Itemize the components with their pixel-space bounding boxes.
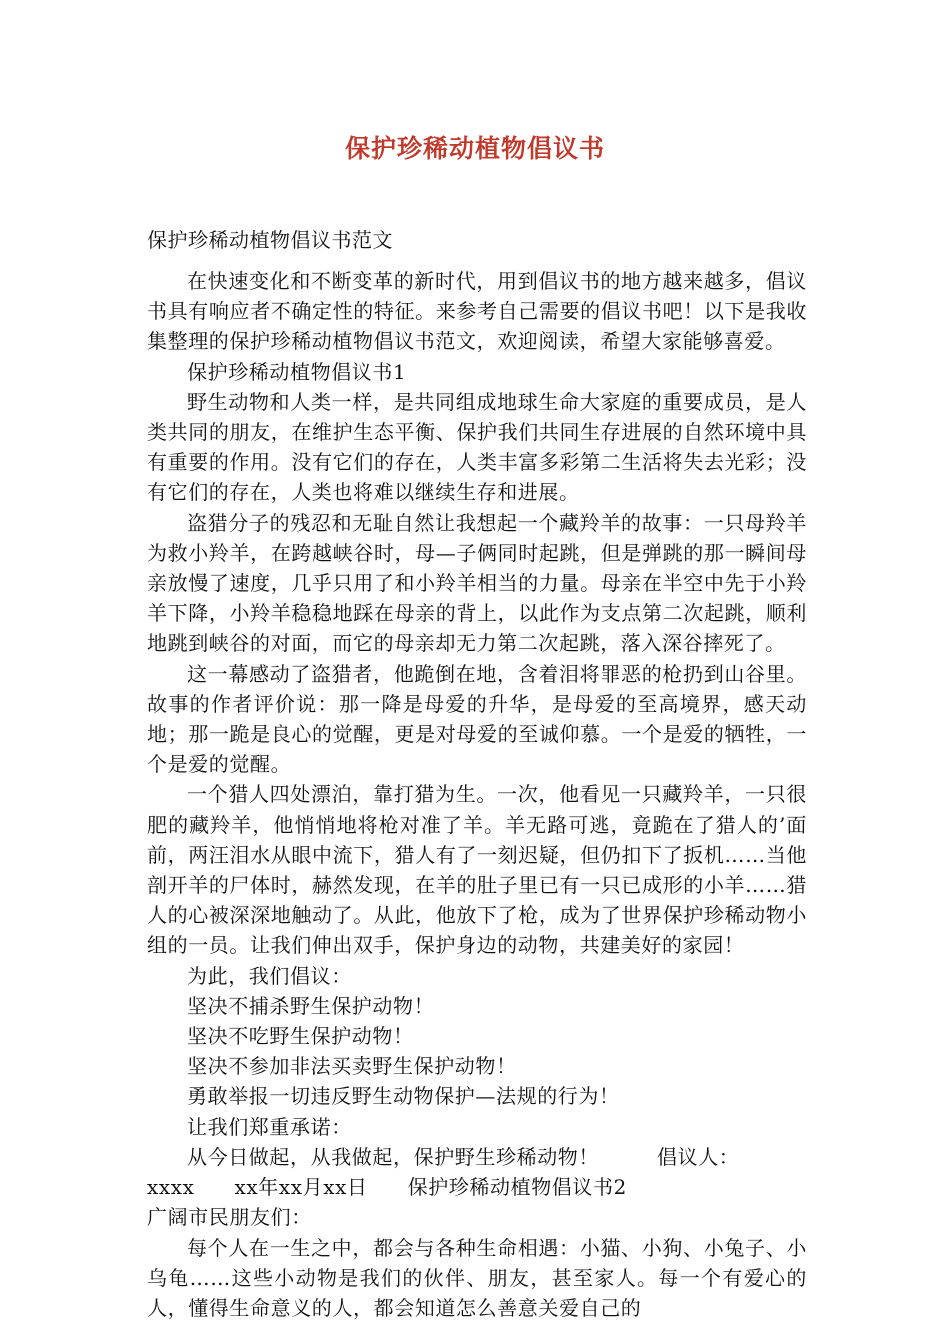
paragraph-2: 盗猎分子的残忍和无耻自然让我想起一个藏羚羊的故事：一只母羚羊为救小羚羊，在跨越峡谷时，母—子俩同时起跳，但是弹跳的那一瞬间母亲放慢了速度，几乎只用了和小羚羊相当的力量。母亲在半空中先于小羚羊下降，小羚羊稳稳地踩在母亲的背上，以此作为支点第二次起跳，顺利地跳到峡谷的对面，而它的母亲却无力第二次起跳，落入深谷摔死了。 <box>147 510 807 656</box>
sign-date: xx年xx月xx日 <box>234 1175 368 1200</box>
document-body <box>147 266 807 1323</box>
pledge-text: 从今日做起，从我做起，保护野生珍稀动物！ <box>187 1144 599 1169</box>
proposal-item: 坚决不参加非法买卖野生保护动物！ <box>187 1054 517 1079</box>
proposal-item: 坚决不捕杀野生保护动物！ <box>187 993 435 1018</box>
pledge-line <box>147 1142 807 1172</box>
proposal-item: 勇敢举报一切违反野生动物保护—法规的行为！ <box>187 1084 620 1109</box>
section-heading-2: 保护珍稀动植物倡议书2 <box>407 1175 627 1200</box>
paragraph-intro: 在快速变化和不断变革的新时代，用到倡议书的地方越来越多，倡议书具有响应者不确定性的特征。来参考自己需要的倡议书吧！以下是我收集整理的保护珍稀动植物倡议书范文，欢迎阅读，希望大家能够喜爱。 <box>147 269 807 354</box>
document-subtitle: 保护珍稀动植物倡议书范文 <box>147 228 393 252</box>
signer-label: 倡议人： <box>657 1144 740 1169</box>
paragraph-1: 野生动物和人类一样，是共同组成地球生命大家庭的重要成员，是人类共同的朋友，在维护生态平衡、保护我们共同生存进展的自然环境中具有重要的作用。没有它们的存在，人类丰富多彩第二生活将失去光彩；没有它们的存在，人类也将难以继续生存和进展。 <box>147 389 807 505</box>
proposal-intro: 为此，我们倡议： <box>187 963 352 988</box>
paragraph-5: 每个人在一生之中，都会与各种生命相遇：小猫、小狗、小兔子、小乌龟……这些小动物是我们的伙伴、朋友，甚至家人。每一个有爱心的人，懂得生命意义的人，都会知道怎么善意关爱自己的 <box>147 1235 807 1320</box>
signer-name: xxxx <box>147 1175 195 1200</box>
pledge-intro: 让我们郑重承诺： <box>187 1114 352 1139</box>
section-heading-1: 保护珍稀动植物倡议书1 <box>187 359 407 384</box>
paragraph-3: 这一幕感动了盗猎者，他跪倒在地，含着泪将罪恶的枪扔到山谷里。故事的作者评价说：那一降是母爱的升华，是母爱的至高境界，感天动地；那一跪是良心的觉醒，更是对母爱的至诚仰慕。一个是爱的牺牲，一个是爱的觉醒。 <box>147 661 807 777</box>
document-title: 保护珍稀动植物倡议书 <box>344 134 605 163</box>
proposal-item: 坚决不吃野生保护动物！ <box>187 1024 414 1049</box>
salutation: 广阔市民朋友们： <box>147 1205 312 1230</box>
signature-line <box>147 1172 807 1202</box>
paragraph-4: 一个猎人四处漂泊，靠打猎为生。一次，他看见一只藏羚羊，一只很肥的藏羚羊，他悄悄地将枪对准了羊。羊无路可逃，竟跪在了猎人的’面前，两汪泪水从眼中流下，猎人有了一刻迟疑，但仍扣下了扳机……当他剖开羊的尸体时，赫然发现，在羊的肚子里已有一只已成形的小羊……猎人的心被深深地触动了。从此，他放下了枪，成为了世界保护珍稀动物小组的一员。让我们伸出双手，保护身边的动物，共建美好的家园！ <box>147 782 807 958</box>
